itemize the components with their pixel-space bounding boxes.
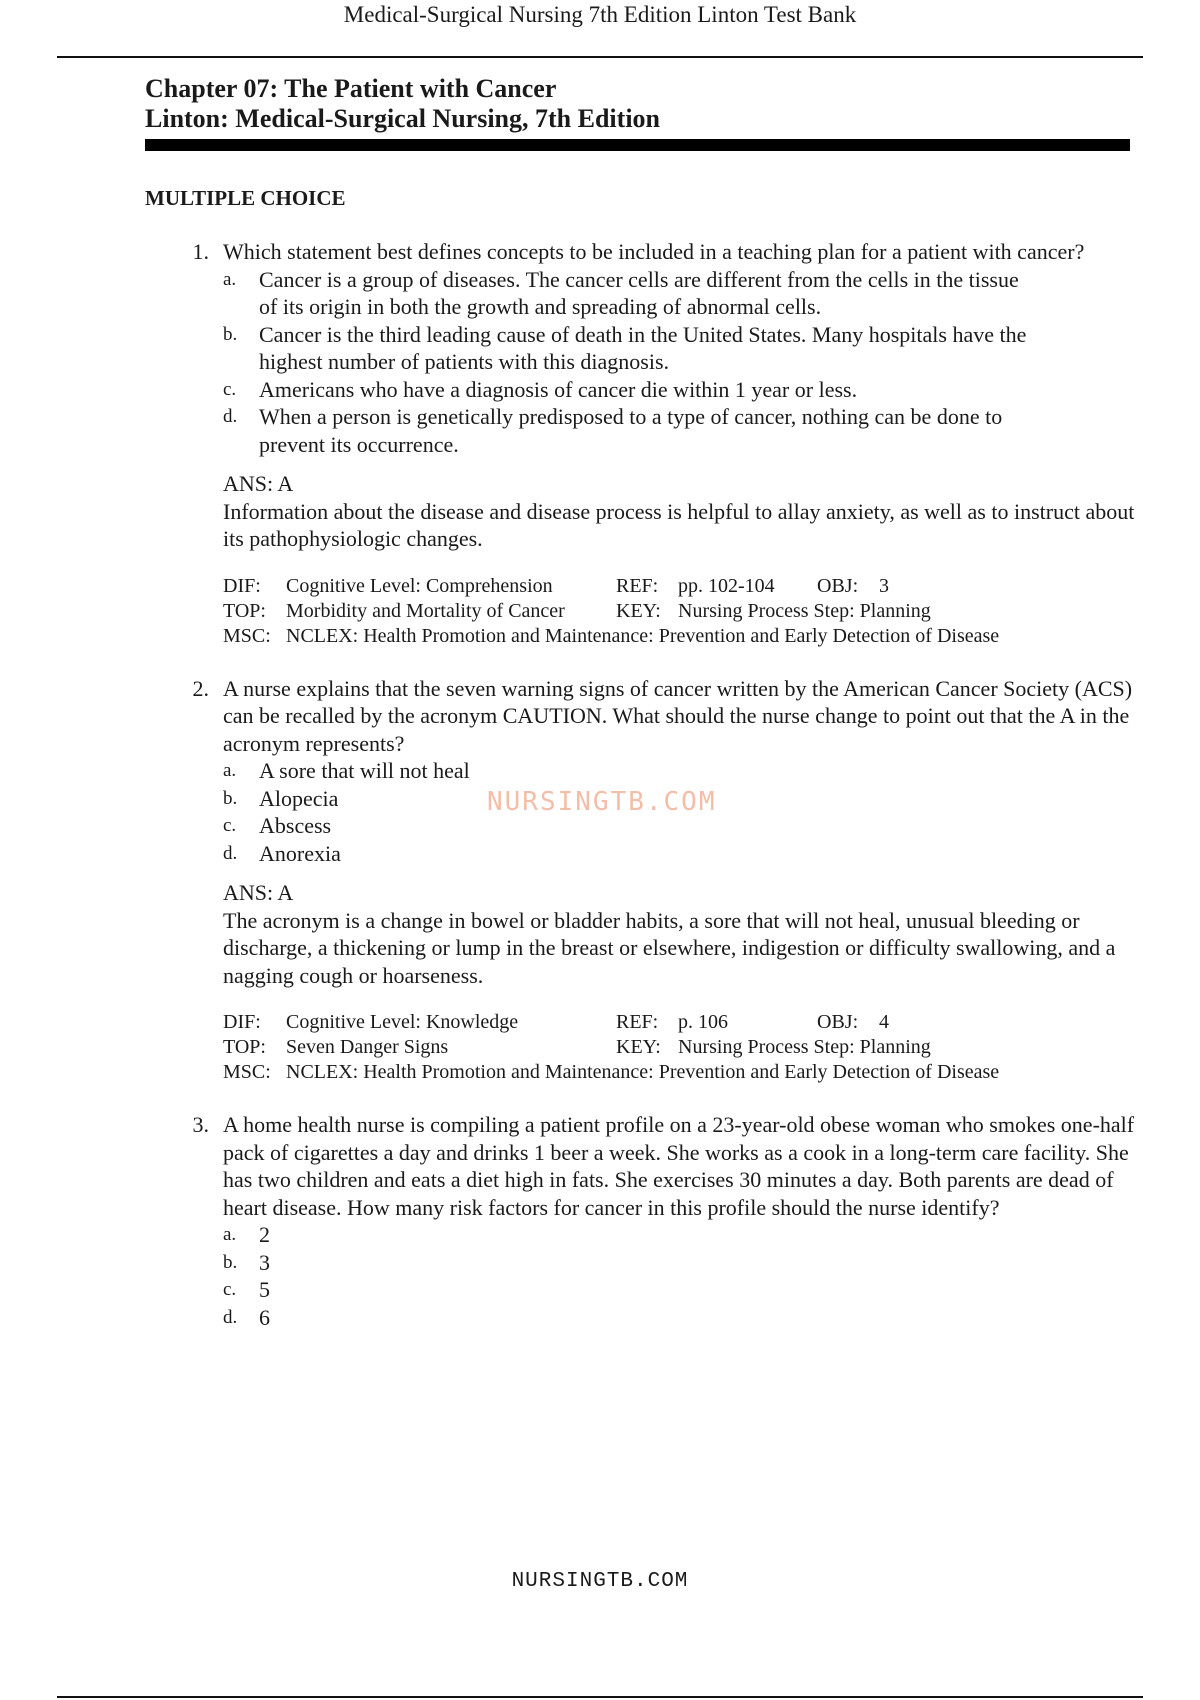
option-a xyxy=(223,1221,1135,1249)
objective-value: 3 xyxy=(879,574,889,597)
rationale: Information about the disease and disease process is helpful to allay anxiety, as well as to instruct about its pathophysiologic changes. xyxy=(223,498,1135,551)
option-letter: a. xyxy=(223,1224,237,1245)
option-b xyxy=(223,321,1135,376)
dif-label: DIF: xyxy=(223,1011,261,1033)
option-d xyxy=(223,840,1135,868)
question-number: 1. xyxy=(192,239,209,264)
option-c xyxy=(223,1276,1135,1304)
topic-value: Seven Danger Signs xyxy=(286,1036,449,1058)
section-heading: MULTIPLE CHOICE xyxy=(145,186,346,210)
difficulty-value: Cognitive Level: Comprehension xyxy=(286,574,553,597)
ref-label: REF: xyxy=(616,574,659,597)
question-stem: A home health nurse is compiling a patient profile on a 23-year-old obese woman who smokes one-half pack of cigarettes a day and drinks 1 beer a week. She works as a cook in a long-term care facility. She has two children and eats a diet high in fats. She exercises 30 minutes a day. Both parents are dead of heart disease. How many risk factors for cancer in this profile should the nurse identify? xyxy=(223,1112,1135,1220)
option-text: Cancer is the third leading cause of death in the United States. Many hospitals have the highest number of patients with this diagnosis. xyxy=(259,321,1027,374)
option-letter: c. xyxy=(223,378,237,400)
msc-label: MSC: xyxy=(223,624,271,647)
option-text: A sore that will not heal xyxy=(259,758,470,783)
option-text: Abscess xyxy=(259,813,332,838)
option-a xyxy=(223,757,1135,785)
rationale: The acronym is a change in bowel or bladder habits, a sore that will not heal, unusual bleeding or discharge, a thickening or lump in the breast or elsewhere, indigestion or difficulty swallowing, and a nagging cough or hoarseness. xyxy=(223,907,1116,988)
option-text: When a person is genetically predisposed to a type of cancer, nothing can be done to prevent its occurrence. xyxy=(259,404,1003,457)
objective-value: 4 xyxy=(879,1011,889,1033)
answer-options xyxy=(223,1221,1135,1331)
option-b xyxy=(223,1249,1135,1277)
question-stem: A nurse explains that the seven warning signs of cancer written by the American Cancer Society (ACS) can be recalled by the acronym CAUTION. What should the nurse change to point out that the A in the acronym represents? xyxy=(223,675,1133,756)
option-letter: b. xyxy=(223,1251,238,1273)
question-metadata xyxy=(223,1010,1135,1085)
option-text: 5 xyxy=(259,1277,270,1302)
key-value: Nursing Process Step: Planning xyxy=(678,1036,931,1058)
key-value: Nursing Process Step: Planning xyxy=(678,599,931,622)
option-a xyxy=(223,266,1135,321)
chapter-rule xyxy=(145,139,1130,151)
option-d xyxy=(223,403,1135,458)
watermark: NURSINGTB.COM xyxy=(487,787,717,817)
obj-label: OBJ: xyxy=(817,1011,859,1033)
msc-value: NCLEX: Health Promotion and Maintenance: Prevention and Early Detection of Disease xyxy=(286,624,1000,647)
option-letter: c. xyxy=(223,815,237,836)
key-label: KEY: xyxy=(616,599,661,622)
answer-key: ANS: A xyxy=(223,880,294,905)
msc-label: MSC: xyxy=(223,1061,271,1083)
question-1 xyxy=(145,238,1135,649)
top-label: TOP: xyxy=(223,599,266,622)
option-letter: c. xyxy=(223,1279,237,1300)
footer-divider xyxy=(57,1696,1143,1698)
option-letter: d. xyxy=(223,1306,238,1328)
option-letter: b. xyxy=(223,323,238,345)
answer-key: ANS: A xyxy=(223,471,294,496)
option-text: Americans who have a diagnosis of cancer die within 1 year or less. xyxy=(259,376,858,402)
question-metadata xyxy=(223,574,1135,649)
question-stem: Which statement best defines concepts to be included in a teaching plan for a patient with cancer? xyxy=(223,239,1085,264)
option-text: Cancer is a group of diseases. The cancer cells are different from the cells in the tissue of its origin in both the growth and spreading of abnormal cells. xyxy=(259,266,1019,319)
chapter-heading-block xyxy=(145,74,1130,151)
option-letter: a. xyxy=(223,760,237,781)
option-d xyxy=(223,1304,1135,1332)
option-text: 6 xyxy=(259,1304,270,1330)
answer-options xyxy=(223,266,1135,459)
questions-list xyxy=(145,238,1135,1331)
option-letter: a. xyxy=(223,268,237,290)
topic-value: Morbidity and Mortality of Cancer xyxy=(286,599,565,622)
footer-site-name: NURSINGTB.COM xyxy=(511,1570,689,1593)
chapter-subtitle: Linton: Medical-Surgical Nursing, 7th Edition xyxy=(145,104,660,133)
reference-value: pp. 102-104 xyxy=(678,574,775,597)
option-c xyxy=(223,376,1135,404)
question-number: 2. xyxy=(192,675,209,701)
question-number: 3. xyxy=(192,1112,209,1137)
question-3 xyxy=(145,1111,1135,1331)
difficulty-value: Cognitive Level: Knowledge xyxy=(286,1011,519,1033)
option-text: Anorexia xyxy=(259,840,341,866)
obj-label: OBJ: xyxy=(817,574,859,597)
header-divider xyxy=(57,56,1143,58)
option-text: Alopecia xyxy=(259,785,339,811)
top-label: TOP: xyxy=(223,1036,266,1058)
option-letter: d. xyxy=(223,406,238,427)
msc-value: NCLEX: Health Promotion and Maintenance: Prevention and Early Detection of Disease xyxy=(286,1061,1000,1083)
ref-label: REF: xyxy=(616,1011,659,1033)
dif-label: DIF: xyxy=(223,574,261,597)
chapter-title: Chapter 07: The Patient with Cancer xyxy=(145,74,557,103)
option-letter: d. xyxy=(223,842,238,864)
key-label: KEY: xyxy=(616,1036,661,1058)
option-letter: b. xyxy=(223,787,238,809)
reference-value: p. 106 xyxy=(678,1011,728,1033)
question-2 xyxy=(145,675,1135,1086)
page-header-title: Medical-Surgical Nursing 7th Edition Linton Test Bank xyxy=(343,2,857,27)
option-text: 3 xyxy=(259,1249,270,1275)
option-text: 2 xyxy=(259,1222,270,1247)
